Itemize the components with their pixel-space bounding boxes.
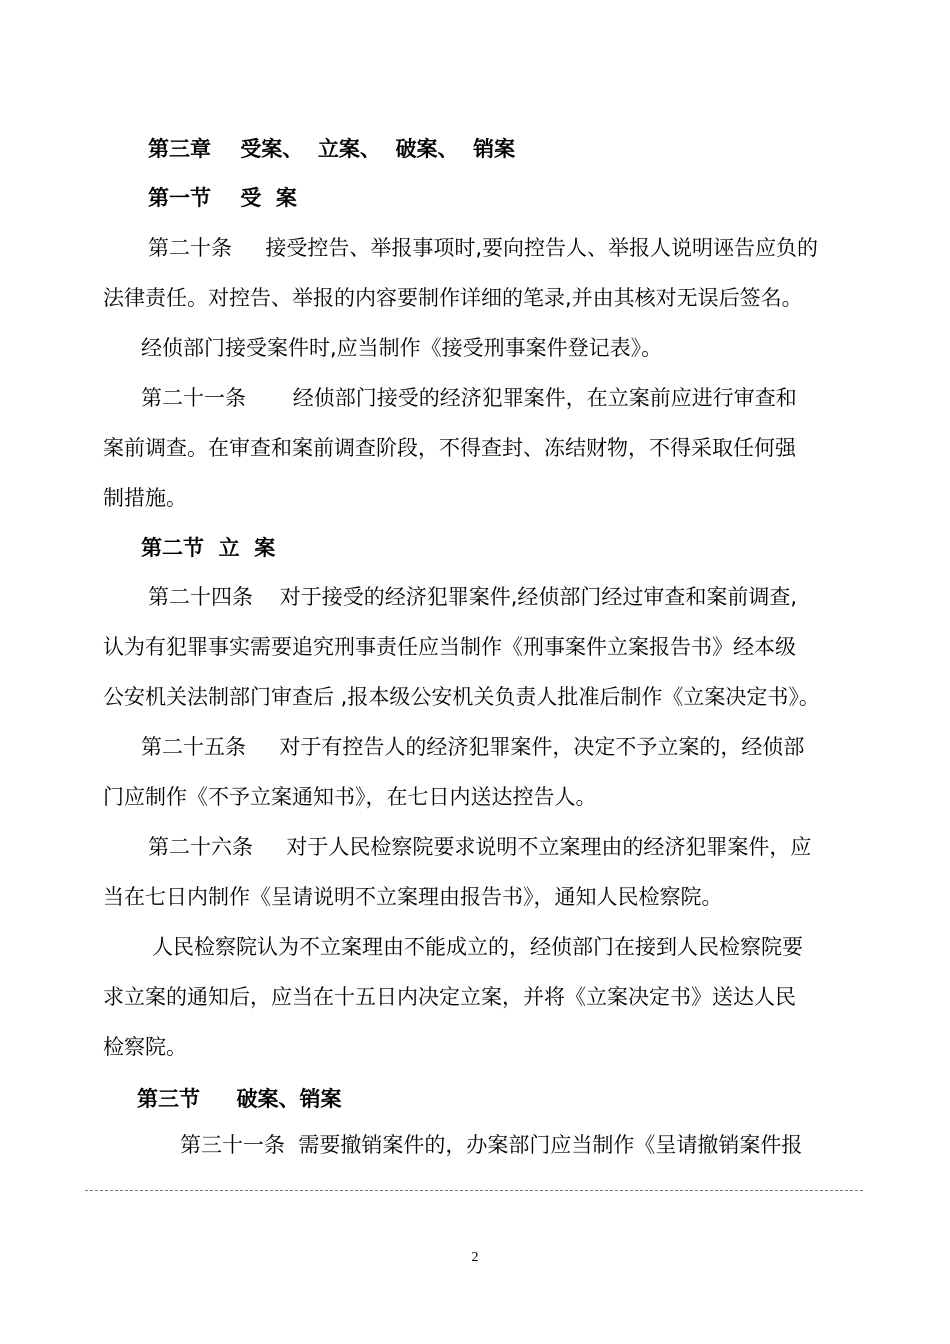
paragraph-line: 法律责任。对控告、举报的内容要制作详细的笔录,并由其核对无误后签名。 — [103, 286, 803, 310]
paragraph-line: 门应制作《不予立案通知书》，在七日内送达控告人。 — [103, 785, 597, 809]
paragraph-line: 求立案的通知后，应当在十五日内决定立案，并将《立案决定书》送达人民 — [103, 985, 796, 1009]
paragraph-line: 第二十五条 对于有控告人的经济犯罪案件，决定不予立案的，经侦部 — [141, 735, 805, 759]
paragraph-line: 经侦部门接受案件时,应当制作《接受刑事案件登记表》。 — [141, 336, 663, 360]
chapter-heading: 第三章 受案、 立案、 破案、 销案 — [148, 137, 516, 161]
paragraph-line: 认为有犯罪事实需要追究刑事责任应当制作《刑事案件立案报告书》经本级 — [103, 635, 796, 659]
footer-divider — [85, 1190, 863, 1191]
paragraph-line: 人民检察院认为不立案理由不能成立的，经侦部门在接到人民检察院要 — [152, 935, 803, 959]
paragraph-line: 第三十一条 需要撤销案件的，办案部门应当制作《呈请撤销案件报 — [180, 1133, 803, 1157]
section-heading: 第一节 受 案 — [148, 186, 297, 210]
section-heading: 第二节 立 案 — [141, 536, 276, 560]
paragraph-line: 第二十四条 对于接受的经济犯罪案件,经侦部门经过审查和案前调查, — [148, 585, 798, 609]
paragraph-line: 当在七日内制作《呈请说明不立案理由报告书》，通知人民检察院。 — [103, 885, 723, 909]
section-heading: 第三节 破案、销案 — [137, 1087, 342, 1111]
paragraph-line: 第二十一条 经侦部门接受的经济犯罪案件，在立案前应进行审查和 — [141, 386, 797, 410]
paragraph-line: 公安机关法制部门审查后 ,报本级公安机关负责人批准后制作《立案决定书》。 — [103, 685, 820, 709]
paragraph-line: 检察院。 — [103, 1035, 187, 1059]
paragraph-line: 制措施。 — [103, 486, 187, 510]
page-number: 2 — [471, 1250, 479, 1265]
paragraph-line: 第二十条 接受控告、举报事项时,要向控告人、举报人说明诬告应负的 — [148, 236, 819, 260]
paragraph-line: 第二十六条 对于人民检察院要求说明不立案理由的经济犯罪案件，应 — [148, 835, 812, 859]
paragraph-line: 案前调查。在审查和案前调查阶段，不得查封、冻结财物，不得采取任何强 — [103, 436, 796, 460]
